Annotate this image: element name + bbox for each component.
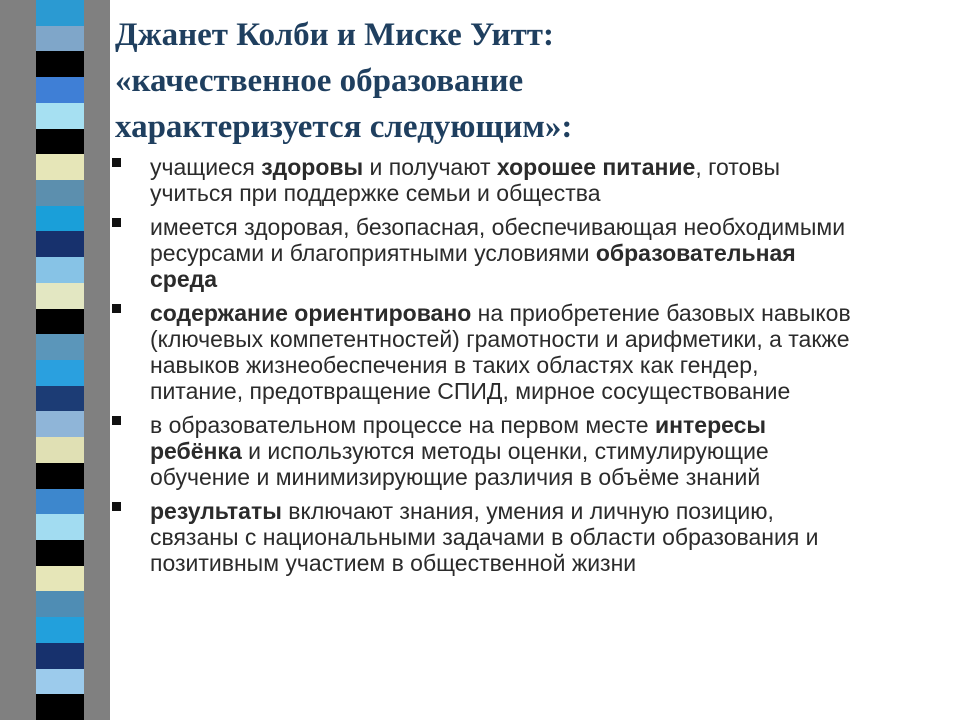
slide-title <box>115 12 935 150</box>
decorative-stripe <box>36 669 84 695</box>
decorative-stripe <box>36 591 84 617</box>
decorative-stripe <box>36 129 84 155</box>
decorative-stripe <box>36 231 84 257</box>
bullet-text-bold: хорошее питание <box>496 154 696 180</box>
decorative-stripe-column <box>36 0 84 720</box>
bullet-item <box>110 412 855 490</box>
title-line-3: характеризуется следующим»: <box>115 109 573 145</box>
bullet-item <box>110 214 855 292</box>
decorative-stripe <box>36 0 84 26</box>
title-line-1: Джанет Колби и Миске Уитт: <box>115 17 554 53</box>
decorative-stripe <box>36 643 84 669</box>
bullet-text: и получают <box>363 154 497 180</box>
bullet-text-bold: интересы ребёнка <box>150 412 767 464</box>
square-bullet-icon <box>112 416 121 425</box>
decorative-stripe <box>36 411 84 437</box>
bullet-list <box>110 154 855 584</box>
decorative-stripe <box>36 566 84 592</box>
decorative-stripe <box>36 77 84 103</box>
decorative-stripe <box>36 309 84 335</box>
decorative-stripe <box>36 51 84 77</box>
bullet-text-bold: здоровы <box>261 154 364 180</box>
title-line-2: «качественное образование <box>115 63 524 99</box>
decorative-stripe <box>36 540 84 566</box>
decorative-stripe <box>36 617 84 643</box>
square-bullet-icon <box>112 218 121 227</box>
bullet-item <box>110 498 855 576</box>
decorative-stripe <box>36 257 84 283</box>
decorative-stripe <box>36 180 84 206</box>
bullet-text: учащиеся <box>150 154 262 180</box>
square-bullet-icon <box>112 158 121 167</box>
decorative-stripe <box>36 283 84 309</box>
square-bullet-icon <box>112 502 121 511</box>
decorative-stripe <box>36 360 84 386</box>
square-bullet-icon <box>112 304 121 313</box>
decorative-stripe <box>36 154 84 180</box>
decorative-stripe <box>36 334 84 360</box>
decorative-stripe <box>36 103 84 129</box>
decorative-stripe <box>36 386 84 412</box>
bullet-text-bold: результаты <box>150 498 282 524</box>
decorative-stripe <box>36 514 84 540</box>
bullet-text-bold: содержание ориентировано <box>150 300 472 326</box>
bullet-text: в образовательном процессе на первом месте <box>150 412 655 438</box>
decorative-stripe <box>36 463 84 489</box>
bullet-text: на приобретение базовых навыков (ключевых компетентностей) грамотности и арифметики, а также навыков жизнеобеспечения в таких областях как гендер, питание, предотвращение СПИД, мирное сосуществование <box>150 300 851 404</box>
bullet-text-bold: образовательная среда <box>150 240 796 292</box>
bullet-text: , готовы учиться при поддержке семьи и общества <box>150 154 781 206</box>
bullet-item <box>110 154 855 206</box>
decorative-stripe <box>36 26 84 52</box>
decorative-stripe <box>36 437 84 463</box>
decorative-stripe <box>36 206 84 232</box>
decorative-stripe <box>36 489 84 515</box>
decorative-stripe <box>36 694 84 720</box>
decorative-stripe-band <box>0 0 110 720</box>
bullet-text: и используются методы оценки, стимулирующие обучение и минимизирующие различия в объёме знаний <box>150 438 769 490</box>
bullet-text: имеется здоровая, безопасная, обеспечивающая необходимыми ресурсами и благоприятными условиями <box>150 214 846 266</box>
bullet-text: включают знания, умения и личную позицию, связаны с национальными задачами в области образования и позитивным участием в общественной жизни <box>150 498 819 576</box>
bullet-item <box>110 300 855 404</box>
